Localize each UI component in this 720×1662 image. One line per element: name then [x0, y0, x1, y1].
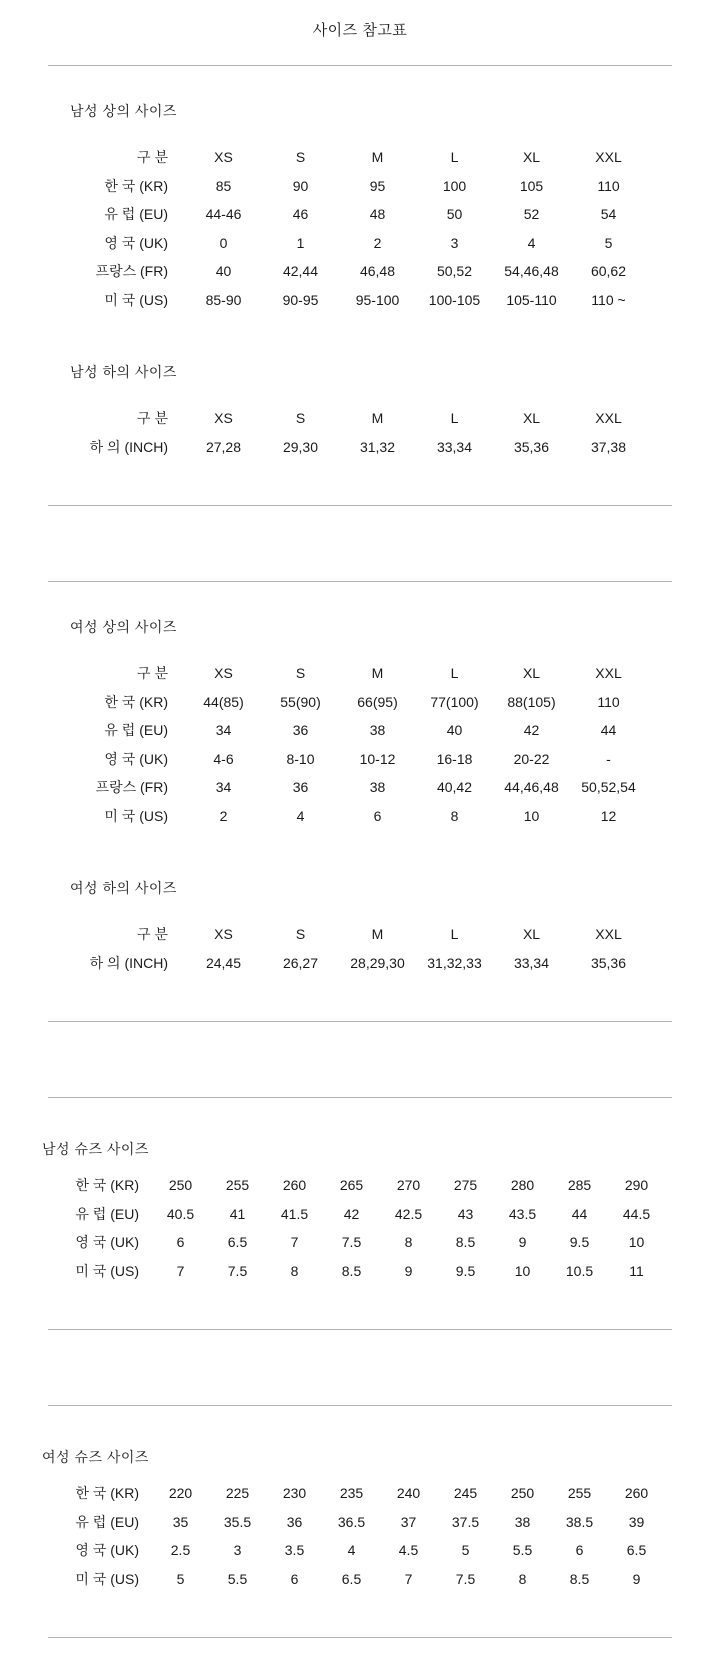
size-cell: 8 [518, 1570, 527, 1587]
size-cell: 8.5 [569, 1570, 590, 1587]
size-cell: 275 [453, 1177, 478, 1194]
table-row [48, 949, 647, 978]
size-cell: 44.5 [622, 1205, 651, 1222]
size-cell: 5 [604, 234, 613, 251]
size-cell: 220 [168, 1485, 193, 1502]
header-size-cell: L [450, 410, 459, 427]
size-cell: 10 [523, 807, 540, 824]
size-cell: 250 [168, 1177, 193, 1194]
size-cell: 35.5 [223, 1513, 252, 1530]
row-label: 한 국 (KR) [104, 177, 168, 194]
header-size-cell: XS [214, 149, 233, 166]
size-cell: 110 [597, 693, 620, 710]
section-divider [48, 1097, 672, 1098]
size-cell: 8 [450, 807, 459, 824]
header-size-cell: S [295, 665, 306, 682]
size-cell: 8-10 [286, 750, 315, 767]
size-cell: 43.5 [508, 1205, 537, 1222]
size-cell: 6 [176, 1234, 185, 1251]
size-cell: 55(90) [280, 693, 321, 710]
size-cell: 0 [219, 234, 228, 251]
header-size-cell: M [371, 410, 384, 427]
header-size-cell: XS [214, 926, 233, 943]
size-cell: 38 [369, 779, 386, 796]
header-label-cell: 구 분 [137, 410, 168, 427]
size-cell: 44(85) [203, 693, 244, 710]
size-cell: 44 [571, 1205, 588, 1222]
size-cell: 8 [404, 1234, 413, 1251]
size-cell: 34 [215, 779, 232, 796]
size-tables-content [0, 101, 720, 1638]
header-label-cell: 구 분 [137, 665, 168, 682]
size-cell: 8 [290, 1262, 299, 1279]
header-size-cell: S [295, 410, 306, 427]
size-cell: 6.5 [341, 1570, 362, 1587]
header-size-cell: M [371, 926, 384, 943]
size-cell: 38 [514, 1513, 531, 1530]
size-cell: 26,27 [282, 954, 319, 971]
size-cell: 6 [290, 1570, 299, 1587]
size-cell: 37,38 [590, 438, 627, 455]
size-cell: 5 [176, 1570, 185, 1587]
size-cell: 44-46 [205, 206, 242, 223]
size-cell: 230 [282, 1485, 307, 1502]
size-cell: 2 [219, 807, 228, 824]
size-cell: 66(95) [357, 693, 398, 710]
size-table [48, 659, 647, 830]
size-cell: 245 [453, 1485, 478, 1502]
size-cell: 50,52,54 [581, 779, 636, 796]
section-title: 여성 상의 사이즈 [70, 619, 177, 635]
size-cell: 34 [215, 722, 232, 739]
row-label: 하 의 (INCH) [89, 954, 168, 971]
size-cell: 38.5 [565, 1513, 594, 1530]
size-cell: 46,48 [359, 263, 396, 280]
header-size-cell: XS [214, 410, 233, 427]
size-cell: 38 [369, 722, 386, 739]
row-label: 영 국 (UK) [75, 1542, 139, 1559]
size-table-body [48, 404, 647, 461]
section-divider [48, 1021, 672, 1022]
size-cell: 10 [514, 1262, 531, 1279]
size-cell: 255 [567, 1485, 592, 1502]
size-cell: 240 [396, 1485, 421, 1502]
size-cell: 100-105 [428, 291, 481, 308]
size-cell: 270 [396, 1177, 421, 1194]
header-size-cell: XL [522, 149, 541, 166]
size-cell: 235 [339, 1485, 364, 1502]
size-cell: 52 [523, 206, 540, 223]
size-cell: 3.5 [284, 1542, 305, 1559]
size-cell: 24,45 [205, 954, 242, 971]
size-cell: 29,30 [282, 438, 319, 455]
size-cell: 7 [176, 1262, 185, 1279]
size-cell: 3 [450, 234, 459, 251]
table-header-row [48, 920, 647, 949]
size-cell: 255 [225, 1177, 250, 1194]
row-label: 유 럽 (EU) [75, 1205, 139, 1222]
size-table [40, 1171, 665, 1285]
size-cell: 9 [404, 1262, 413, 1279]
size-cell: 43 [457, 1205, 474, 1222]
size-table-body [48, 143, 647, 314]
size-cell: 260 [282, 1177, 307, 1194]
page-title: 사이즈 참고표 [312, 22, 408, 39]
size-cell: 3 [233, 1542, 242, 1559]
table-row [48, 745, 647, 774]
size-table [48, 143, 647, 314]
size-cell: 260 [624, 1485, 649, 1502]
row-label: 유 럽 (EU) [75, 1513, 139, 1530]
row-label: 프랑스 (FR) [95, 779, 168, 796]
table-row [48, 229, 647, 258]
row-label: 미 국 (US) [75, 1262, 139, 1279]
header-size-cell: XL [522, 926, 541, 943]
size-cell: 5.5 [227, 1570, 248, 1587]
size-cell: 35 [172, 1513, 189, 1530]
table-row [40, 1200, 665, 1229]
size-cell: 36 [286, 1513, 303, 1530]
header-size-cell: M [371, 665, 384, 682]
row-label: 하 의 (INCH) [89, 438, 168, 455]
row-label: 미 국 (US) [75, 1570, 139, 1587]
row-label: 한 국 (KR) [75, 1485, 139, 1502]
size-cell: 33,34 [513, 954, 550, 971]
size-cell: 37.5 [451, 1513, 480, 1530]
section-title: 여성 하의 사이즈 [70, 880, 177, 896]
size-cell: 48 [369, 206, 386, 223]
size-cell: 4 [347, 1542, 356, 1559]
size-cell: 4 [296, 807, 305, 824]
size-cell: 9 [518, 1234, 527, 1251]
table-row [48, 200, 647, 229]
header-size-cell: M [371, 149, 384, 166]
size-cell: 8.5 [341, 1262, 362, 1279]
size-cell: 31,32 [359, 438, 396, 455]
header-size-cell: S [295, 926, 306, 943]
header-size-cell: XL [522, 410, 541, 427]
size-cell: 54 [600, 206, 617, 223]
row-label: 유 럽 (EU) [104, 206, 168, 223]
size-cell: 285 [567, 1177, 592, 1194]
size-cell: 10 [628, 1234, 645, 1251]
size-cell: 35,36 [590, 954, 627, 971]
size-cell: 40,42 [436, 779, 473, 796]
table-row [40, 1508, 665, 1537]
header-size-cell: L [450, 149, 459, 166]
size-cell: 6 [575, 1542, 584, 1559]
section-title: 남성 슈즈 사이즈 [42, 1141, 149, 1157]
header-size-cell: XS [214, 665, 233, 682]
header-size-cell: XXL [595, 665, 622, 682]
size-cell: 20-22 [513, 750, 550, 767]
size-cell: 280 [510, 1177, 535, 1194]
size-cell: 31,32,33 [427, 954, 482, 971]
table-row [48, 688, 647, 717]
size-cell: 42.5 [394, 1205, 423, 1222]
row-label: 영 국 (UK) [104, 234, 168, 251]
row-label: 영 국 (UK) [104, 750, 168, 767]
size-cell: 6.5 [227, 1234, 248, 1251]
row-label: 미 국 (US) [104, 291, 168, 308]
row-label: 프랑스 (FR) [95, 263, 168, 280]
divider [48, 65, 672, 66]
size-cell: 9.5 [569, 1234, 590, 1251]
size-cell: 9.5 [455, 1262, 476, 1279]
row-label: 한 국 (KR) [75, 1177, 139, 1194]
size-cell: 8.5 [455, 1234, 476, 1251]
table-header-row [48, 143, 647, 172]
size-cell: 6 [373, 807, 382, 824]
size-cell: 16-18 [436, 750, 473, 767]
table-row [40, 1171, 665, 1200]
size-cell: 54,46,48 [504, 263, 559, 280]
table-row [40, 1536, 665, 1565]
size-cell: 44 [600, 722, 617, 739]
row-label: 한 국 (KR) [104, 693, 168, 710]
size-cell: 7.5 [341, 1234, 362, 1251]
size-cell: 42 [343, 1205, 360, 1222]
size-cell: 40 [215, 263, 232, 280]
size-cell: 50 [446, 206, 463, 223]
size-cell: 60,62 [590, 263, 627, 280]
section-divider [48, 505, 672, 506]
size-table-body [40, 1171, 665, 1285]
header-size-cell: XXL [595, 410, 622, 427]
size-cell: 90 [292, 177, 309, 194]
size-cell: 44,46,48 [504, 779, 559, 796]
size-cell: 88(105) [507, 693, 556, 710]
size-cell: 105 [519, 177, 544, 194]
header-label-cell: 구 분 [137, 149, 168, 166]
section-divider [48, 581, 672, 582]
size-cell: 90-95 [282, 291, 319, 308]
size-cell: 225 [225, 1485, 250, 1502]
header-size-cell: L [450, 665, 459, 682]
header-size-cell: XXL [595, 926, 622, 943]
size-cell: 110 [597, 177, 620, 194]
size-cell: 10.5 [565, 1262, 594, 1279]
size-cell: 85 [215, 177, 232, 194]
size-cell: 7.5 [455, 1570, 476, 1587]
table-row [40, 1257, 665, 1286]
size-cell: 4-6 [213, 750, 234, 767]
size-table [40, 1479, 665, 1593]
size-cell: 37 [400, 1513, 417, 1530]
section-divider [48, 1329, 672, 1330]
size-cell: 95 [369, 177, 386, 194]
size-cell: 290 [624, 1177, 649, 1194]
header-size-cell: XL [522, 665, 541, 682]
table-row [40, 1565, 665, 1594]
table-row [48, 802, 647, 831]
table-row [48, 257, 647, 286]
table-row [48, 286, 647, 315]
size-cell: 5.5 [512, 1542, 533, 1559]
size-cell: 5 [461, 1542, 470, 1559]
table-row [48, 172, 647, 201]
section-title: 여성 슈즈 사이즈 [42, 1449, 149, 1465]
size-cell: 77(100) [430, 693, 479, 710]
bottom-spacer [0, 1638, 720, 1662]
size-cell: 40.5 [166, 1205, 195, 1222]
size-cell: 42,44 [282, 263, 319, 280]
table-header-row [48, 659, 647, 688]
table-header-row [48, 404, 647, 433]
size-table [48, 404, 647, 461]
size-cell: 41 [229, 1205, 246, 1222]
table-row [40, 1479, 665, 1508]
size-cell: 85-90 [205, 291, 242, 308]
size-cell: 50,52 [436, 263, 473, 280]
size-cell: 27,28 [205, 438, 242, 455]
size-cell: 33,34 [436, 438, 473, 455]
size-cell: 250 [510, 1485, 535, 1502]
size-cell: 9 [632, 1570, 641, 1587]
header-size-cell: S [295, 149, 306, 166]
size-cell: 4.5 [398, 1542, 419, 1559]
size-cell: 40 [446, 722, 463, 739]
header-label-cell: 구 분 [137, 926, 168, 943]
size-table-body [48, 659, 647, 830]
size-table-body [40, 1479, 665, 1593]
size-cell: 46 [292, 206, 309, 223]
row-label: 영 국 (UK) [75, 1234, 139, 1251]
header-size-cell: XXL [595, 149, 622, 166]
size-cell: 6.5 [626, 1542, 647, 1559]
size-cell: 36 [292, 722, 309, 739]
size-cell: - [606, 750, 611, 767]
size-cell: 12 [600, 807, 617, 824]
size-cell: 2 [373, 234, 382, 251]
size-cell: 42 [523, 722, 540, 739]
table-row [48, 716, 647, 745]
size-cell: 265 [339, 1177, 364, 1194]
size-cell: 36.5 [337, 1513, 366, 1530]
size-cell: 10-12 [359, 750, 396, 767]
size-cell: 110 ~ [591, 291, 626, 308]
section-divider [48, 1405, 672, 1406]
size-cell: 36 [292, 779, 309, 796]
row-label: 유 럽 (EU) [104, 722, 168, 739]
section-title: 남성 상의 사이즈 [70, 103, 177, 119]
size-cell: 35,36 [513, 438, 550, 455]
table-row [40, 1228, 665, 1257]
size-table [48, 920, 647, 977]
size-cell: 100 [442, 177, 467, 194]
size-cell: 7 [290, 1234, 299, 1251]
size-cell: 28,29,30 [350, 954, 405, 971]
table-row [48, 433, 647, 462]
size-cell: 4 [527, 234, 536, 251]
size-cell: 7 [404, 1570, 413, 1587]
size-cell: 7.5 [227, 1262, 248, 1279]
header-size-cell: L [450, 926, 459, 943]
section-title: 남성 하의 사이즈 [70, 364, 177, 380]
size-cell: 39 [628, 1513, 645, 1530]
size-cell: 41.5 [280, 1205, 309, 1222]
size-cell: 2.5 [170, 1542, 191, 1559]
row-label: 미 국 (US) [104, 807, 168, 824]
size-cell: 95-100 [355, 291, 400, 308]
table-row [48, 773, 647, 802]
size-cell: 105-110 [506, 291, 557, 308]
size-cell: 1 [296, 234, 305, 251]
size-table-body [48, 920, 647, 977]
size-cell: 11 [629, 1262, 644, 1279]
